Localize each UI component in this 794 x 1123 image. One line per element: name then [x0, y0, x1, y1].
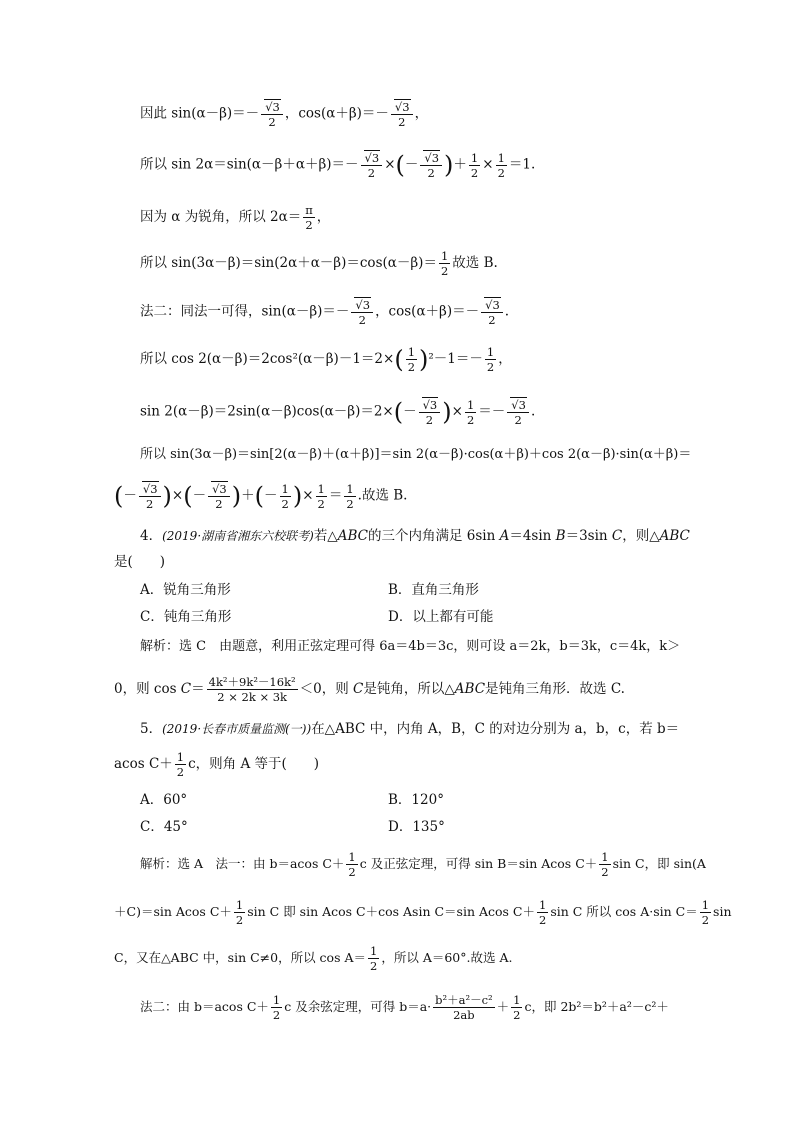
question-5-analysis-3: C，又在△ABC 中，sin C≠0，所以 cos A＝ $\frac{1}{2}$ ，所以 A＝60°.故选 A.: [114, 944, 513, 973]
option-b: B．直角三角形: [388, 582, 479, 598]
option-a: A．锐角三角形: [140, 582, 231, 598]
solution-line-7: sin 2(α－β)＝2sin(α－β)cos(α－β)＝2×(－ $\frac{√3}{2}$ )× $\frac{1}{2}$ ＝－ $\frac{√3}{2}$ .: [140, 397, 536, 427]
solution-line-5: 法二：同法一可得，sin(α－β)＝－ $\frac{√3}{2}$ ，cos(α＋β)＝－ $\frac{√3}{2}$ .: [140, 298, 510, 327]
question-5-stem-cont: acos C＋ $\frac{1}{2}$ c，则角 A 等于( ): [114, 750, 320, 779]
question-4-stem-cont: 是( ): [114, 554, 166, 570]
solution-line-6: 所以 cos 2(α－β)＝2cos²(α－β)－1＝2×( $\frac{1}{2}$ )²－1＝－ $\frac{1}{2}$ ，: [140, 345, 512, 374]
fraction: $\frac{√3}{2}$: [261, 99, 283, 129]
solution-line-4: 所以 sin(3α－β)＝sin(2α＋α－β)＝cos(α－β)＝ $\frac{1}{2}$ 故选 B.: [140, 249, 498, 278]
question-5-analysis-2: ＋C)＝sin Acos C＋ $\frac{1}{2}$ sin C 即 sin Acos C＋cos Asin C＝sin Acos C＋ $\frac{1}{2}$ sin C 所以 cos A·sin C＝ $\frac{1}{2}$ sin: [114, 898, 732, 927]
question-5-analysis-1: 解析：选 A 法一：由 b＝acos C＋ $\frac{1}{2}$ c 及正弦定理，可得 sin B＝sin Acos C＋ $\frac{1}{2}$ sin C，即 sin(A: [140, 850, 706, 879]
question-4-stem: 4．(2019·湖南省湘东六校联考)若△ABC的三个内角满足 6sin A＝4sin B＝3sin C，则△ABC: [140, 528, 690, 544]
solution-line-3: 因为 α 为锐角，所以 2α＝ $\frac{\pi}{2}$ ，: [140, 203, 331, 232]
option-d: D．135°: [388, 819, 445, 835]
solution-line-2: 所以 sin 2α＝sin(α－β＋α＋β)＝－ $\frac{√3}{2}$ ×(－ $\frac{√3}{2}$ )＋ $\frac{1}{2}$ × $\frac{1}{2}$ ＝1.: [140, 150, 536, 180]
option-b: B．120°: [388, 792, 444, 808]
question-source: (2019·湖南省湘东六校联考): [162, 529, 314, 543]
option-c: C．钝角三角形: [140, 609, 232, 625]
question-4-analysis-2: 0，则 cos C＝ $\frac{\text{4k²＋9k²－16k²}}{2 \times 2k \times 3k}$ ＜0，则 C是钝角，所以△ABC是钝角三角形．故选 C.: [114, 675, 625, 704]
option-a: A．60°: [140, 792, 188, 808]
option-c: C．45°: [140, 819, 188, 835]
solution-line-1: 因此 sin(α－β)＝－ $\frac{√3}{2}$ ，cos(α＋β)＝－ $\frac{√3}{2}$ ，: [140, 100, 429, 129]
question-5-analysis-4: 法二：由 b＝acos C＋ $\frac{1}{2}$ c 及余弦定理，可得 b＝a· $\frac{\text{b²＋a²－c²}}{2ab}$ ＋ $\frac{1}{2}$ c，即 2b²＝b²＋a²－c²＋: [140, 993, 669, 1022]
question-5-stem: 5．(2019·长春市质量监测(一))在△ABC 中，内角 A，B，C 的对边分别为 a，b，c，若 b＝: [140, 721, 680, 737]
question-4-analysis-1: 解析：选 C 由题意，利用正弦定理可得 6a＝4b＝3c，则可设 a＝2k，b＝3k，c＝4k，k＞: [140, 639, 681, 654]
solution-line-8: 所以 sin(3α－β)＝sin[2(α－β)＋(α＋β)]＝sin 2(α－β)·cos(α＋β)＋cos 2(α－β)·sin(α＋β)＝: [140, 447, 692, 462]
solution-line-9: (－ $\frac{√3}{2}$ )×(－ $\frac{√3}{2}$ )＋(－ $\frac{1}{2}$ )× $\frac{1}{2}$ ＝ $\frac{1}{2}$ .故选 B.: [114, 481, 408, 511]
option-d: D．以上都有可能: [388, 609, 494, 625]
question-source: (2019·长春市质量监测(一)): [162, 722, 312, 736]
fraction: $\frac{√3}{2}$: [391, 99, 413, 129]
